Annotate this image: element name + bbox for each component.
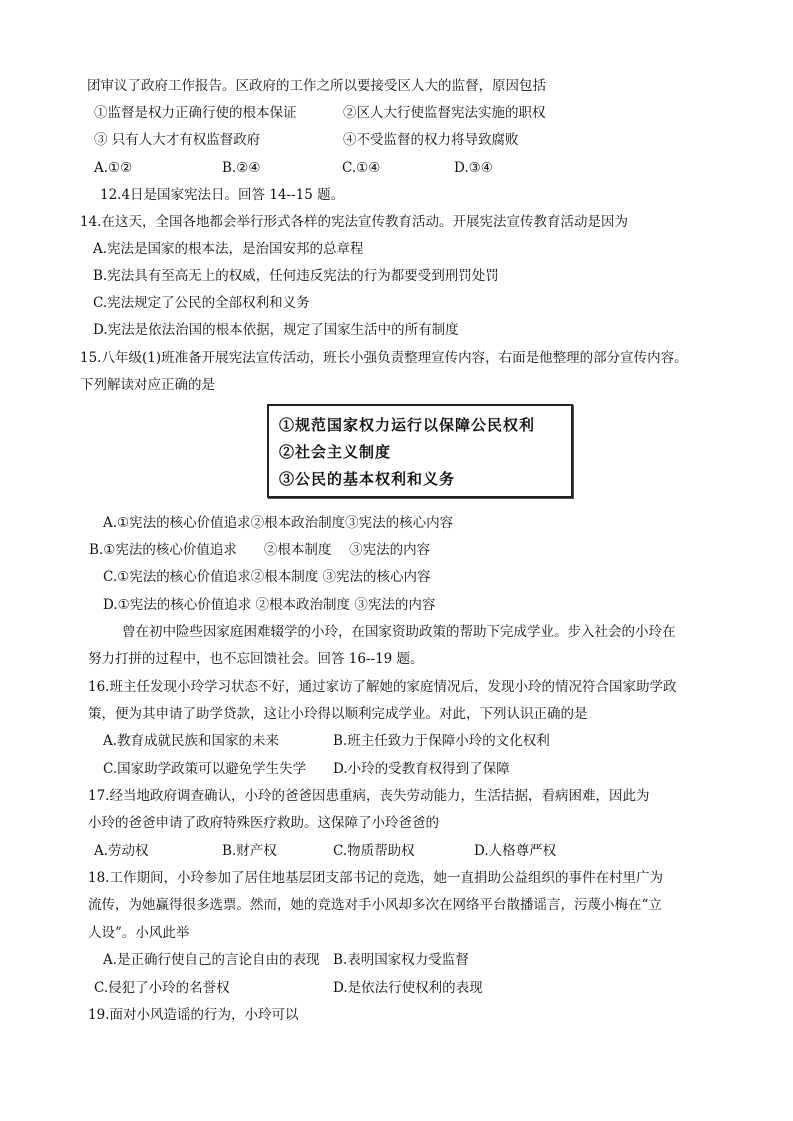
- q18-stem-line3: 人设”。小风此举: [88, 925, 190, 941]
- q17-stem-line1: 17.经当地政府调查确认，小玲的爸爸因患重病，丧失劳动能力，生活拮据，看病困难，因此为: [88, 788, 650, 804]
- q15-box-item-1: ①规范国家权力运行以保障公民权利: [279, 416, 536, 434]
- q15-stem-line2: 下列解读对应正确的是: [80, 377, 215, 393]
- q14-stem: 14.在这天，全国各地都会举行形式各样的宪法宣传教育活动。开展宪法宣传教育活动是因为: [80, 214, 628, 230]
- q18-stem-line1: 18.工作期间，小玲参加了居住地基层团支部书记的竞选，她一直捐助公益组织的事件在村里广为: [88, 870, 663, 886]
- q15-stem-line1: 15.八年级(1)班准备开展宪法宣传活动，班长小强负责整理宣传内容，右面是他整理的部分宣传内容。: [80, 350, 688, 366]
- q14-option-a: A.宪法是国家的根本法，是治国安邦的总章程: [93, 241, 364, 257]
- q13-item-1: ①监督是权力正确行使的根本保证: [94, 105, 297, 121]
- q13-option-a: A.①②: [94, 160, 133, 176]
- q13-stem-tail: 团审议了政府工作报告。区政府的工作之所以要接受区人大的监督，原因包括: [87, 78, 546, 94]
- q16-option-d: D.小玲的受教育权得到了保障: [333, 761, 510, 777]
- q15-option-b: B.①宪法的核心价值追求 ②根本制度 ③宪法的内容: [89, 542, 431, 558]
- q16-stem-line1: 16.班主任发现小玲学习状态不好，通过家访了解她的家庭情况后，发现小玲的情况符合国家助学政: [88, 679, 677, 695]
- q13-item-2: ②区人大行使监督宪法实施的职权: [343, 105, 546, 121]
- q13-option-c: C.①④: [342, 160, 381, 176]
- q13-item-4: ④不受监督的权力将导致腐败: [343, 132, 519, 148]
- q16-option-b: B.班主任致力于保障小玲的文化权利: [333, 733, 550, 749]
- q19-stem: 19.面对小风造谣的行为，小玲可以: [88, 1007, 299, 1023]
- q17-option-b: B.财产权: [222, 843, 277, 859]
- q14-option-c: C.宪法规定了公民的全部权利和义务: [93, 295, 310, 311]
- q18-option-b: B.表明国家权力受监督: [333, 952, 469, 968]
- section-note-14-15: 12.4日是国家宪法日。回答 14--15 题。: [100, 187, 345, 203]
- q17-option-a: A.劳动权: [94, 843, 149, 859]
- passage-line1: 曾在初中险些因家庭困难辍学的小玲，在国家资助政策的帮助下完成学业。步入社会的小玲在: [122, 624, 676, 640]
- q13-item-3: ③ 只有人大才有权监督政府: [94, 132, 261, 148]
- q15-option-c: C.①宪法的核心价值追求②根本制度 ③宪法的核心内容: [103, 569, 431, 585]
- q18-option-a: A.是正确行使自己的言论自由的表现: [103, 952, 320, 968]
- q15-option-a: A.①宪法的核心价值追求②根本政治制度③宪法的核心内容: [103, 515, 454, 531]
- q14-option-d: D.宪法是依法治国的根本依据，规定了国家生活中的所有制度: [93, 322, 459, 338]
- q14-option-b: B.宪法具有至高无上的权威，任何违反宪法的行为都要受到刑罚处罚: [93, 268, 499, 284]
- q16-option-a: A.教育成就民族和国家的未来: [103, 733, 280, 749]
- q13-option-b: B.②④: [222, 160, 261, 176]
- q18-stem-line2: 流传，为她赢得很多选票。然而，她的竞选对手小风却多次在网络平台散播谣言，污蔑小梅在“立: [88, 897, 662, 913]
- q16-stem-line2: 策，便为其申请了助学贷款，这让小玲得以顺利完成学业。对此，下列认识正确的是: [88, 706, 588, 722]
- q16-option-c: C.国家助学政策可以避免学生失学: [103, 761, 307, 777]
- q17-option-c: C.物质帮助权: [333, 843, 415, 859]
- passage-line2: 努力打拼的过程中，也不忘回馈社会。回答 16--19 题。: [88, 651, 424, 667]
- q18-option-c: C.侵犯了小玲的名誉权: [94, 980, 230, 996]
- q15-box-item-2: ②社会主义制度: [279, 443, 392, 461]
- q15-option-d: D.①宪法的核心价值追求 ②根本政治制度 ③宪法的内容: [103, 597, 436, 613]
- q17-stem-line2: 小玲的爸爸申请了政府特殊医疗救助。这保障了小玲爸爸的: [88, 815, 439, 831]
- q13-option-d: D.③④: [454, 160, 493, 176]
- q15-box-item-3: ③公民的基本权利和义务: [279, 470, 456, 488]
- q17-option-d: D.人格尊严权: [474, 843, 557, 859]
- q18-option-d: D.是依法行使权利的表现: [333, 980, 483, 996]
- q15-content-box: [267, 404, 573, 498]
